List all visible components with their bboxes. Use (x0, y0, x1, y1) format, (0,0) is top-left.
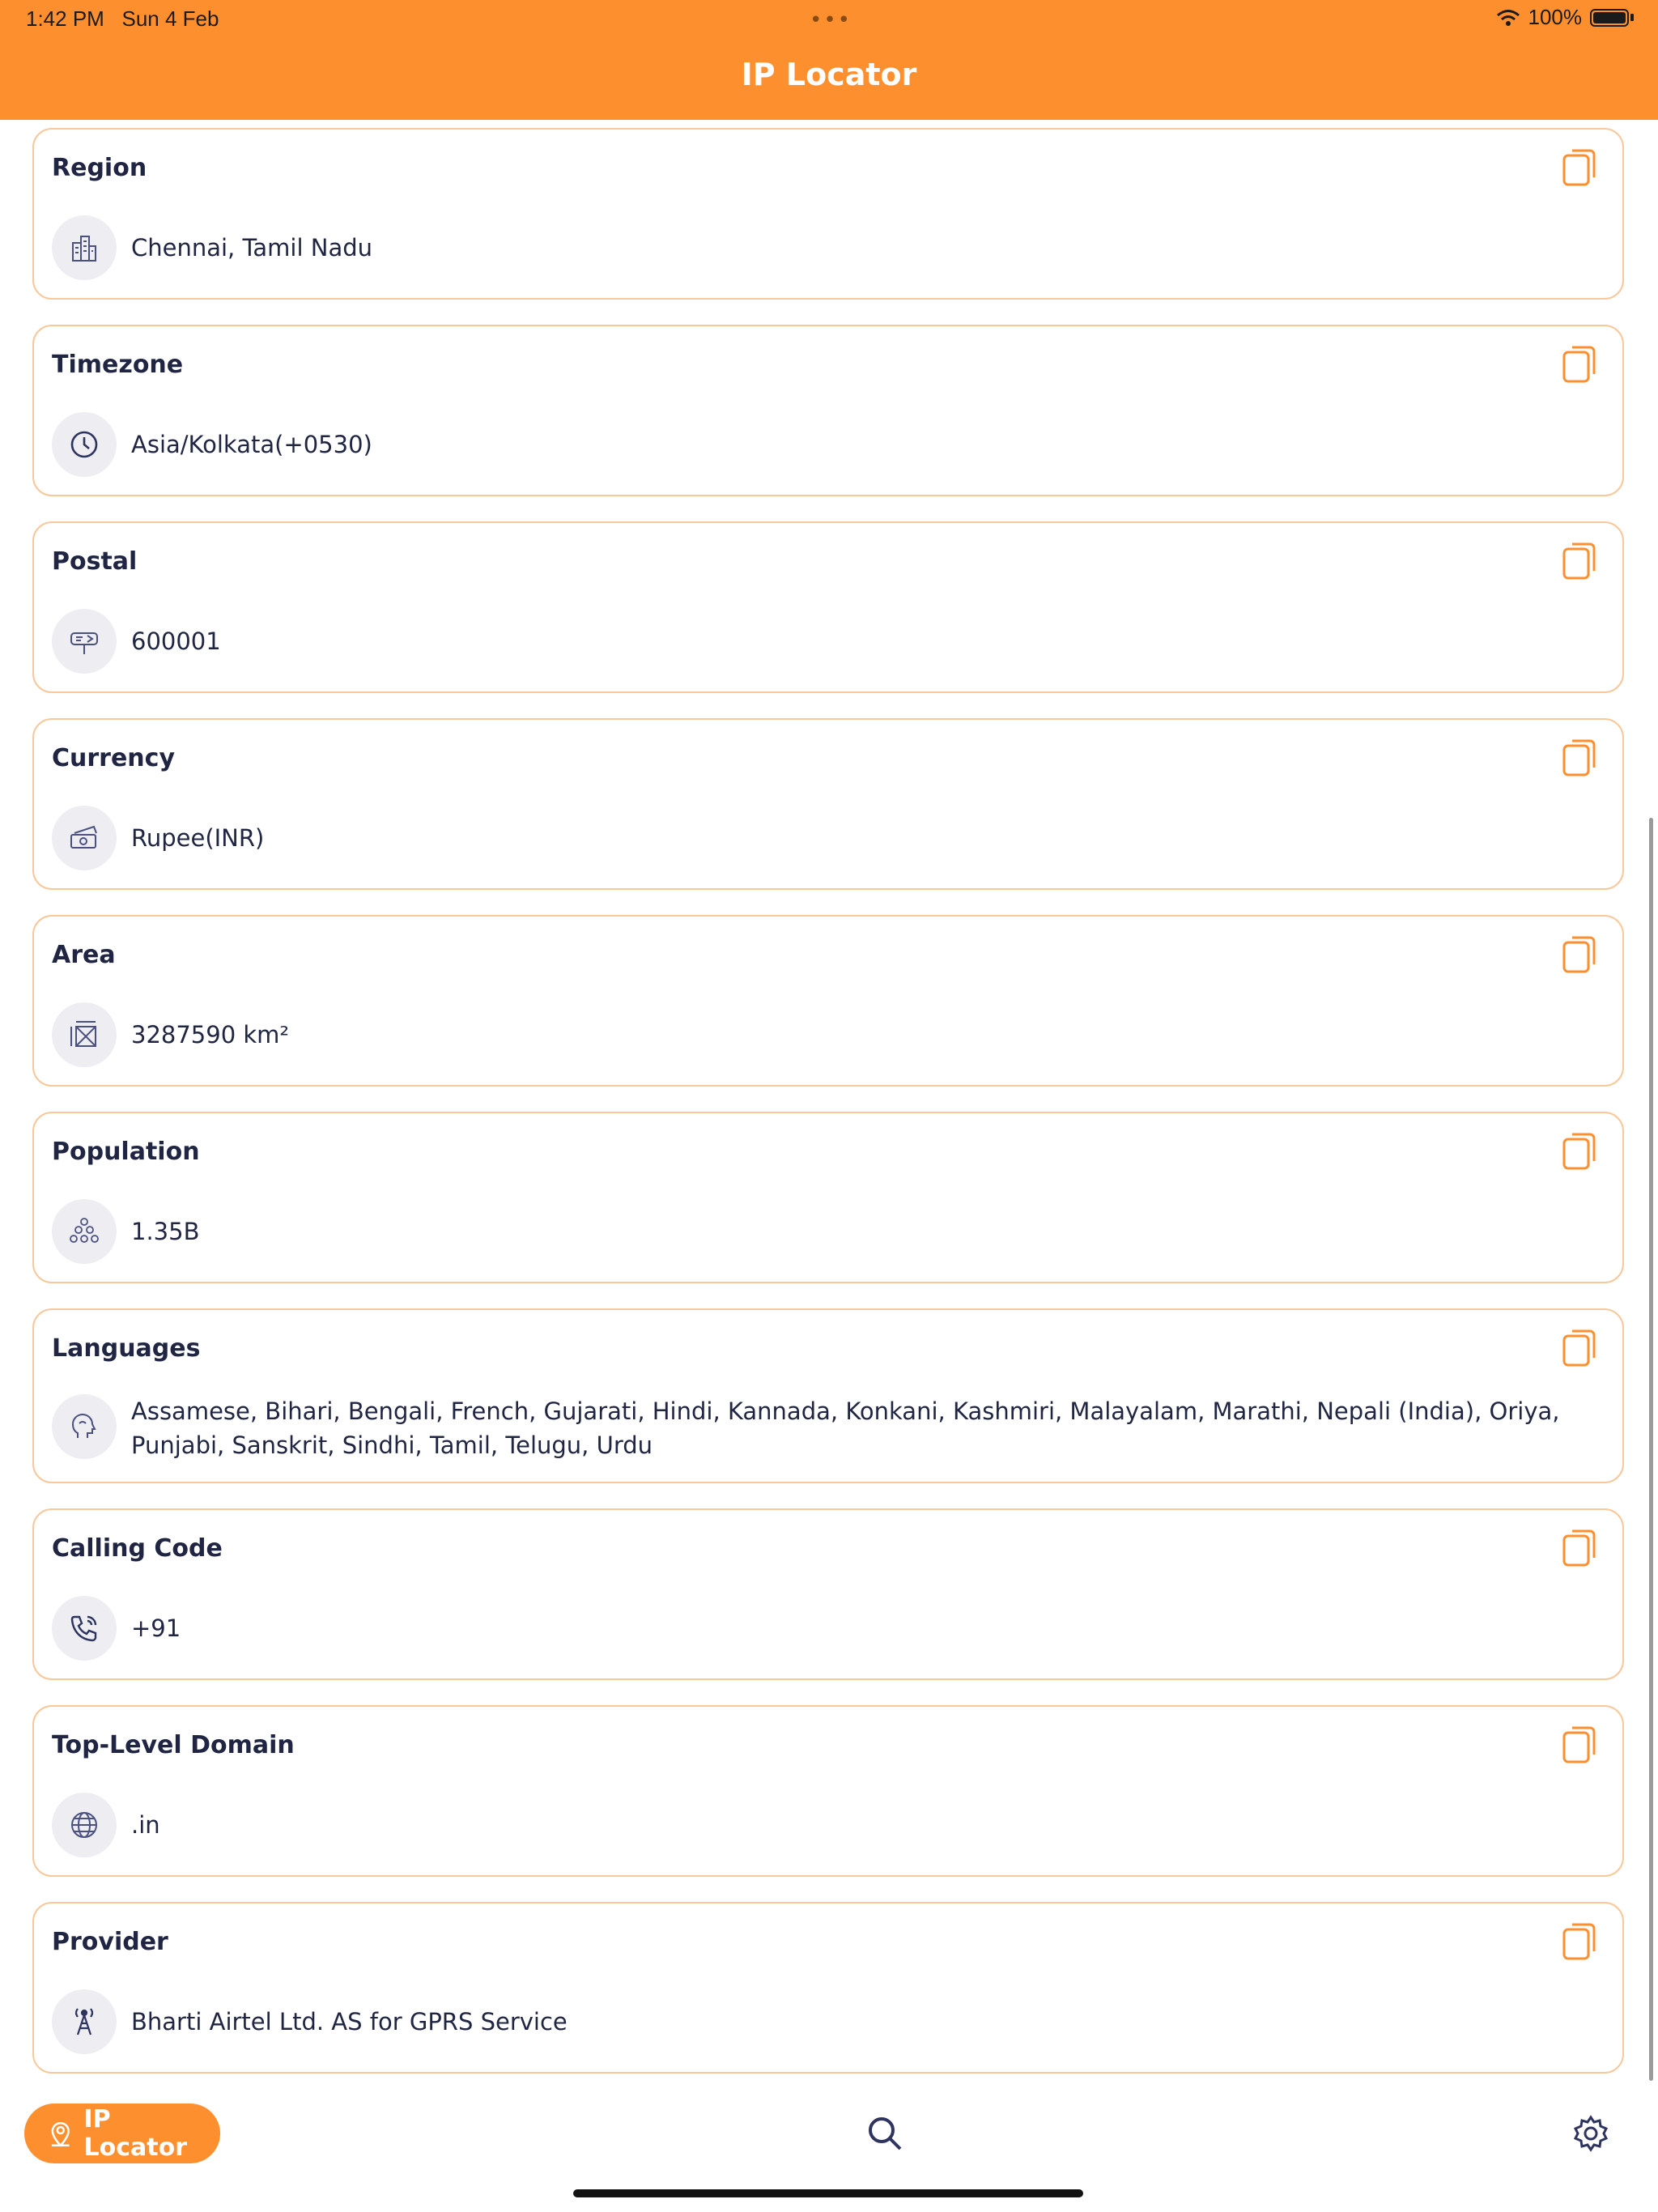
card-label: Postal (52, 547, 138, 576)
copy-icon[interactable] (1561, 342, 1600, 385)
globe-icon (52, 1793, 117, 1857)
gear-icon[interactable] (1572, 2115, 1609, 2152)
scrollbar[interactable] (1649, 818, 1653, 2081)
card-calling-code (32, 1508, 1624, 1680)
card-value: 3287590 km² (131, 1021, 290, 1049)
speaking-head-icon (52, 1394, 117, 1459)
card-value: .in (131, 1811, 160, 1839)
card-provider (32, 1902, 1624, 2074)
status-right (1496, 5, 1635, 30)
card-currency (32, 718, 1624, 890)
card-value: Asia/Kolkata(+0530) (131, 431, 372, 458)
card-label: Calling Code (52, 1534, 223, 1563)
card-label: Currency (52, 744, 176, 772)
antenna-icon (52, 1989, 117, 2054)
phone-icon (52, 1596, 117, 1661)
copy-icon[interactable] (1561, 736, 1600, 778)
card-label: Top-Level Domain (52, 1731, 295, 1759)
card-label: Languages (52, 1334, 201, 1363)
tab-ip-locator-label: IP Locator (83, 2105, 187, 2162)
card-value: Chennai, Tamil Nadu (131, 234, 373, 262)
tab-ip-locator[interactable] (24, 2104, 220, 2163)
card-label: Timezone (52, 351, 184, 379)
copy-icon[interactable] (1561, 539, 1600, 581)
card-value: 1.35B (131, 1218, 200, 1245)
wifi-icon (1496, 9, 1520, 27)
copy-icon[interactable] (1561, 1326, 1600, 1368)
location-pin-icon (47, 2118, 74, 2149)
home-indicator[interactable] (573, 2189, 1083, 2197)
city-icon (52, 215, 117, 280)
money-icon (52, 806, 117, 870)
copy-icon[interactable] (1561, 1920, 1600, 1962)
copy-icon[interactable] (1561, 1526, 1600, 1568)
battery-icon (1590, 9, 1629, 27)
card-value: 600001 (131, 627, 221, 655)
app-header (0, 0, 1658, 120)
card-label: Provider (52, 1928, 168, 1956)
card-value: +91 (131, 1614, 181, 1642)
card-languages (32, 1308, 1624, 1483)
search-icon[interactable] (866, 2115, 903, 2152)
multitasking-dots[interactable]: ••• (810, 8, 852, 32)
area-icon (52, 1002, 117, 1067)
copy-icon[interactable] (1561, 1129, 1600, 1172)
card-label: Population (52, 1138, 200, 1166)
card-postal (32, 521, 1624, 693)
card-population (32, 1112, 1624, 1283)
tab-bar (0, 2095, 1658, 2212)
card-value: Assamese, Bihari, Bengali, French, Gujarati, Hindi, Kannada, Konkani, Kashmiri, Malayalam, Marathi, Nepali (India), Oriya, Punjabi, Sanskrit, Sindhi, Tamil, Telugu, Urdu (131, 1397, 1560, 1459)
card-label: Region (52, 154, 147, 182)
card-area (32, 915, 1624, 1087)
population-icon (52, 1199, 117, 1264)
copy-icon[interactable] (1561, 146, 1600, 188)
card-value: Rupee(INR) (131, 824, 265, 852)
copy-icon[interactable] (1561, 933, 1600, 975)
card-label: Area (52, 941, 116, 969)
card-top-level-domain (32, 1705, 1624, 1877)
card-value: Bharti Airtel Ltd. AS for GPRS Service (131, 2008, 568, 2035)
battery-percent: 100% (1528, 5, 1582, 29)
card-region (32, 128, 1624, 300)
clock-icon (52, 412, 117, 477)
details-list[interactable] (0, 120, 1658, 2095)
page-title: IP Locator (741, 57, 917, 92)
copy-icon[interactable] (1561, 1723, 1600, 1765)
status-time: 1:42 PM Sun 4 Feb (26, 6, 219, 31)
mailbox-icon (52, 609, 117, 674)
card-timezone (32, 325, 1624, 496)
